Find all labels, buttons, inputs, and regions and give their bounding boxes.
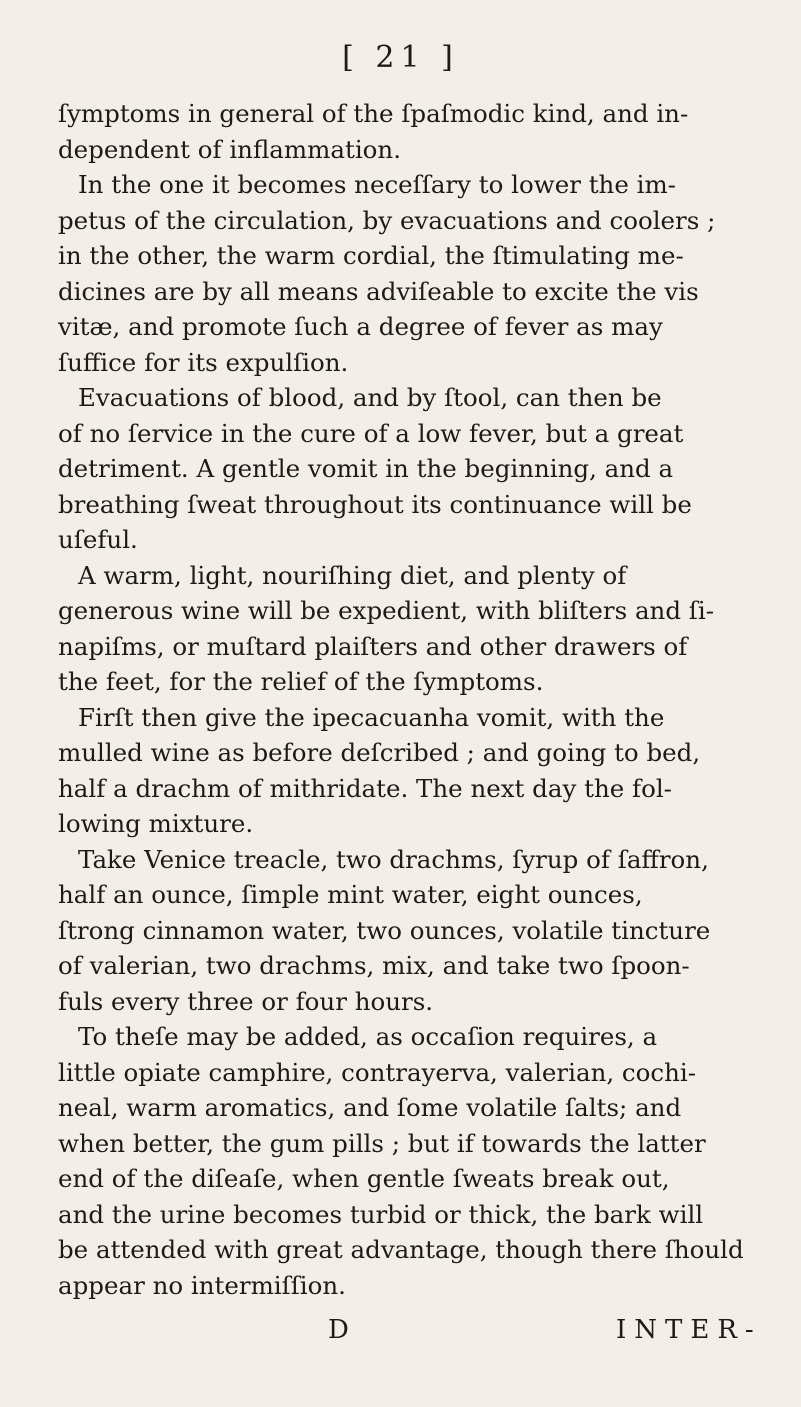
text-line: To theſe may be added, as occaſion requires, a — [78, 1022, 658, 1051]
text-line: ſtrong cinnamon water, two ounces, volatile tincture — [58, 915, 711, 945]
page-footer — [0, 1315, 801, 1355]
text-line: vitæ, and promote ſuch a degree of fever as may — [58, 312, 663, 341]
text-line: napiſms, or muſtard plaiſters and other drawers of — [58, 631, 688, 661]
text-line: of valerian, two drachms, mix, and take two ſpoon- — [58, 951, 690, 980]
text-line: ſymptoms in general of the ſpaſmodic kind, and in- — [58, 99, 689, 128]
text-line: dependent of inflammation. — [58, 134, 401, 164]
text-line: little opiate camphire, contrayerva, valerian, cochi- — [58, 1057, 697, 1087]
signature-mark: D — [328, 1315, 349, 1345]
catchword: INTER- — [616, 1315, 762, 1345]
page-number: [ 21 ] — [342, 40, 459, 75]
text-line: be attended with great advantage, though there ſhould — [58, 1235, 744, 1264]
text-line: fuls every three or four hours. — [58, 986, 434, 1016]
text-line: in the other, the warm cordial, the ſtimulating me- — [58, 241, 684, 270]
text-line: half an ounce, ſimple mint water, eight ounces, — [58, 880, 643, 909]
text-line: petus of the circulation, by evacuations and coolers ; — [58, 205, 716, 235]
text-line: neal, warm aromatics, and ſome volatile ſalts; and — [58, 1093, 682, 1122]
text-line: generous wine will be expedient, with bliſters and ſi- — [58, 596, 714, 625]
text-line: Evacuations of blood, and by ſtool, can then be — [78, 383, 662, 412]
text-line: Firſt then give the ipecacuanha vomit, with the — [78, 702, 665, 732]
text-line: dicines are by all means adviſeable to excite the vis — [58, 276, 699, 306]
text-line: half a drachm of mithridate. The next day the fol- — [58, 773, 672, 803]
text-line: end of the diſeaſe, when gentle ſweats break out, — [58, 1164, 670, 1193]
text-line: Take Venice treacle, two drachms, ſyrup of ſaffron, — [78, 844, 709, 874]
text-line: the feet, for the relief of the ſymptoms. — [58, 667, 544, 696]
text-line: appear no intermiſſion. — [58, 1270, 346, 1300]
text-line: uſeful. — [58, 525, 138, 554]
text-line: when better, the gum pills ; but if towards the latter — [58, 1128, 706, 1158]
text-line: and the urine becomes turbid or thick, the bark will — [58, 1199, 704, 1229]
text-line: mulled wine as before deſcribed ; and going to bed, — [58, 738, 701, 767]
text-line: In the one it becomes neceſſary to lower the im- — [78, 170, 676, 199]
text-line: breathing ſweat throughout its continuance will be — [58, 489, 692, 519]
text-line: lowing mixture. — [58, 809, 254, 838]
body-text — [58, 96, 762, 1303]
text-line: A warm, light, nouriſhing diet, and plenty of — [78, 560, 627, 590]
text-line: ſuffice for its expulſion. — [58, 347, 349, 377]
text-line: of no ſervice in the cure of a low fever, but a great — [58, 418, 684, 448]
text-line: detriment. A gentle vomit in the beginning, and a — [58, 454, 674, 483]
